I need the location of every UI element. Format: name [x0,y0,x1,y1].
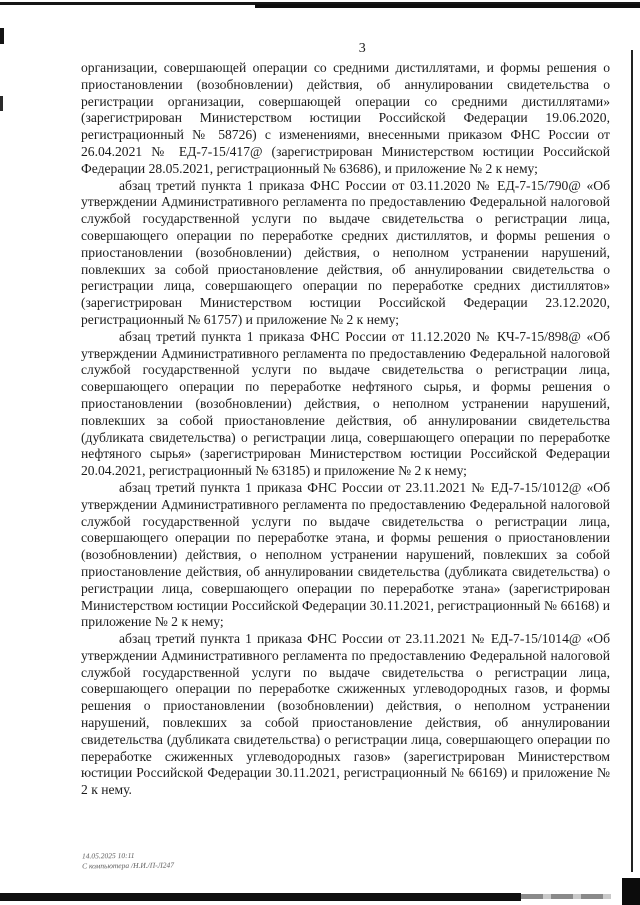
print-stamp-datetime: 14.05.2025 10:11 [81,850,135,861]
print-stamp [82,851,174,871]
scan-edge-bottom [0,893,521,901]
body-paragraph: абзац третий пункта 1 приказа ФНС России от 23.11.2021 № ЕД-7-15/1014@ «Об утверждении Административного регламента по предоставлению Федеральной налоговой службой государственной услуги по выдаче свидетельства о регистрации лица, совершающего операции по переработке сжиженных углеводородных газов, и формы решения о приостановлении (возобновлении) действия, о неполном устранении нарушений, повлекших за собой приостановление действия, об аннулировании свидетельства (дубликата свидетельства) о регистрации лица, совершающего операции по переработке сжиженных углеводородных газов» (зарегистрирован Министерством юстиции Российской Федерации 30.11.2021, регистрационный № 66169) и приложение № 2 к нему. [81,631,610,798]
print-stamp-origin: С компьютера /Н.И./П-Л247 [82,860,175,870]
scan-edge-right [631,50,633,872]
body-paragraph: абзац третий пункта 1 приказа ФНС России от 23.11.2021 № ЕД-7-15/1012@ «Об утверждении Административного регламента по предоставлению Федеральной налоговой службой государственной услуги по выдаче свидетельства о регистрации лица, совершающего операции по переработке этана, и формы решения о приостановлении (возобновлении) действия, о неполном устранении нарушений, повлекших за собой приостановление действия, об аннулировании свидетельства (дубликата свидетельства) о регистрации лица, совершающего операции по переработке этана» (зарегистрирован Министерством юстиции Российской Федерации 30.11.2021, регистрационный № 66168) и приложение № 2 к нему; [81,479,610,630]
scan-mark-left-lower [0,96,3,111]
page-number: 3 [358,41,367,56]
body-paragraph: абзац третий пункта 1 приказа ФНС России от 03.11.2020 № ЕД-7-15/790@ «Об утверждении Административного регламента по предоставлению Федеральной налоговой службой государственной услуги по выдаче свидетельства о регистрации лица, совершающего операции по переработке средних дистиллятов, и формы решения о приостановлении (возобновлении) действия, о неполном устранении нарушений, повлекших за собой приостановление действия, об аннулировании свидетельства о регистрации лица, совершающего операции по переработке средних дистиллятов» (зарегистрирован Министерством юстиции Российской Федерации 23.12.2020, регистрационный № 61757) и приложение № 2 к нему; [81,177,610,327]
scan-mark-left-upper [0,28,4,44]
scan-edge-top-thick [255,4,640,8]
body-paragraph-continuation: организации, совершающей операции со средними дистиллятами, и формы решения о приостановлении (возобновлении) действия, об аннулировании свидетельства о регистрации организации, совершающей операции со средними дистиллятами» (зарегистрирован Министерством юстиции Российской Федерации 19.06.2020, регистрационный № 58726) с изменениями, внесенными приказом ФНС России от 26.04.2021 № ЕД-7-15/417@ (зарегистрирован Министерством юстиции Российской Федерации 28.05.2021, регистрационный № 63686), и приложение № 2 к нему; [81,60,610,176]
body-paragraph: абзац третий пункта 1 приказа ФНС России от 11.12.2020 № КЧ-7-15/898@ «Об утверждении Административного регламента по предоставлению Федеральной налоговой службой государственной услуги по выдаче свидетельства о регистрации лица, совершающего операции по переработке нефтяного сырья, и формы решения о приостановлении (возобновлении) действия, о неполном устранении нарушений, повлекших за собой приостановление действия, об аннулировании свидетельства (дубликата свидетельства) о регистрации лица, совершающего операции по переработке нефтяного сырья» (зарегистрирован Министерством юстиции Российской Федерации 20.04.2021, регистрационный № 63185) и приложение № 2 к нему; [81,328,610,479]
scan-corner-bottom-right [622,878,640,905]
document-body [81,60,610,799]
scan-edge-bottom-light [521,894,611,899]
